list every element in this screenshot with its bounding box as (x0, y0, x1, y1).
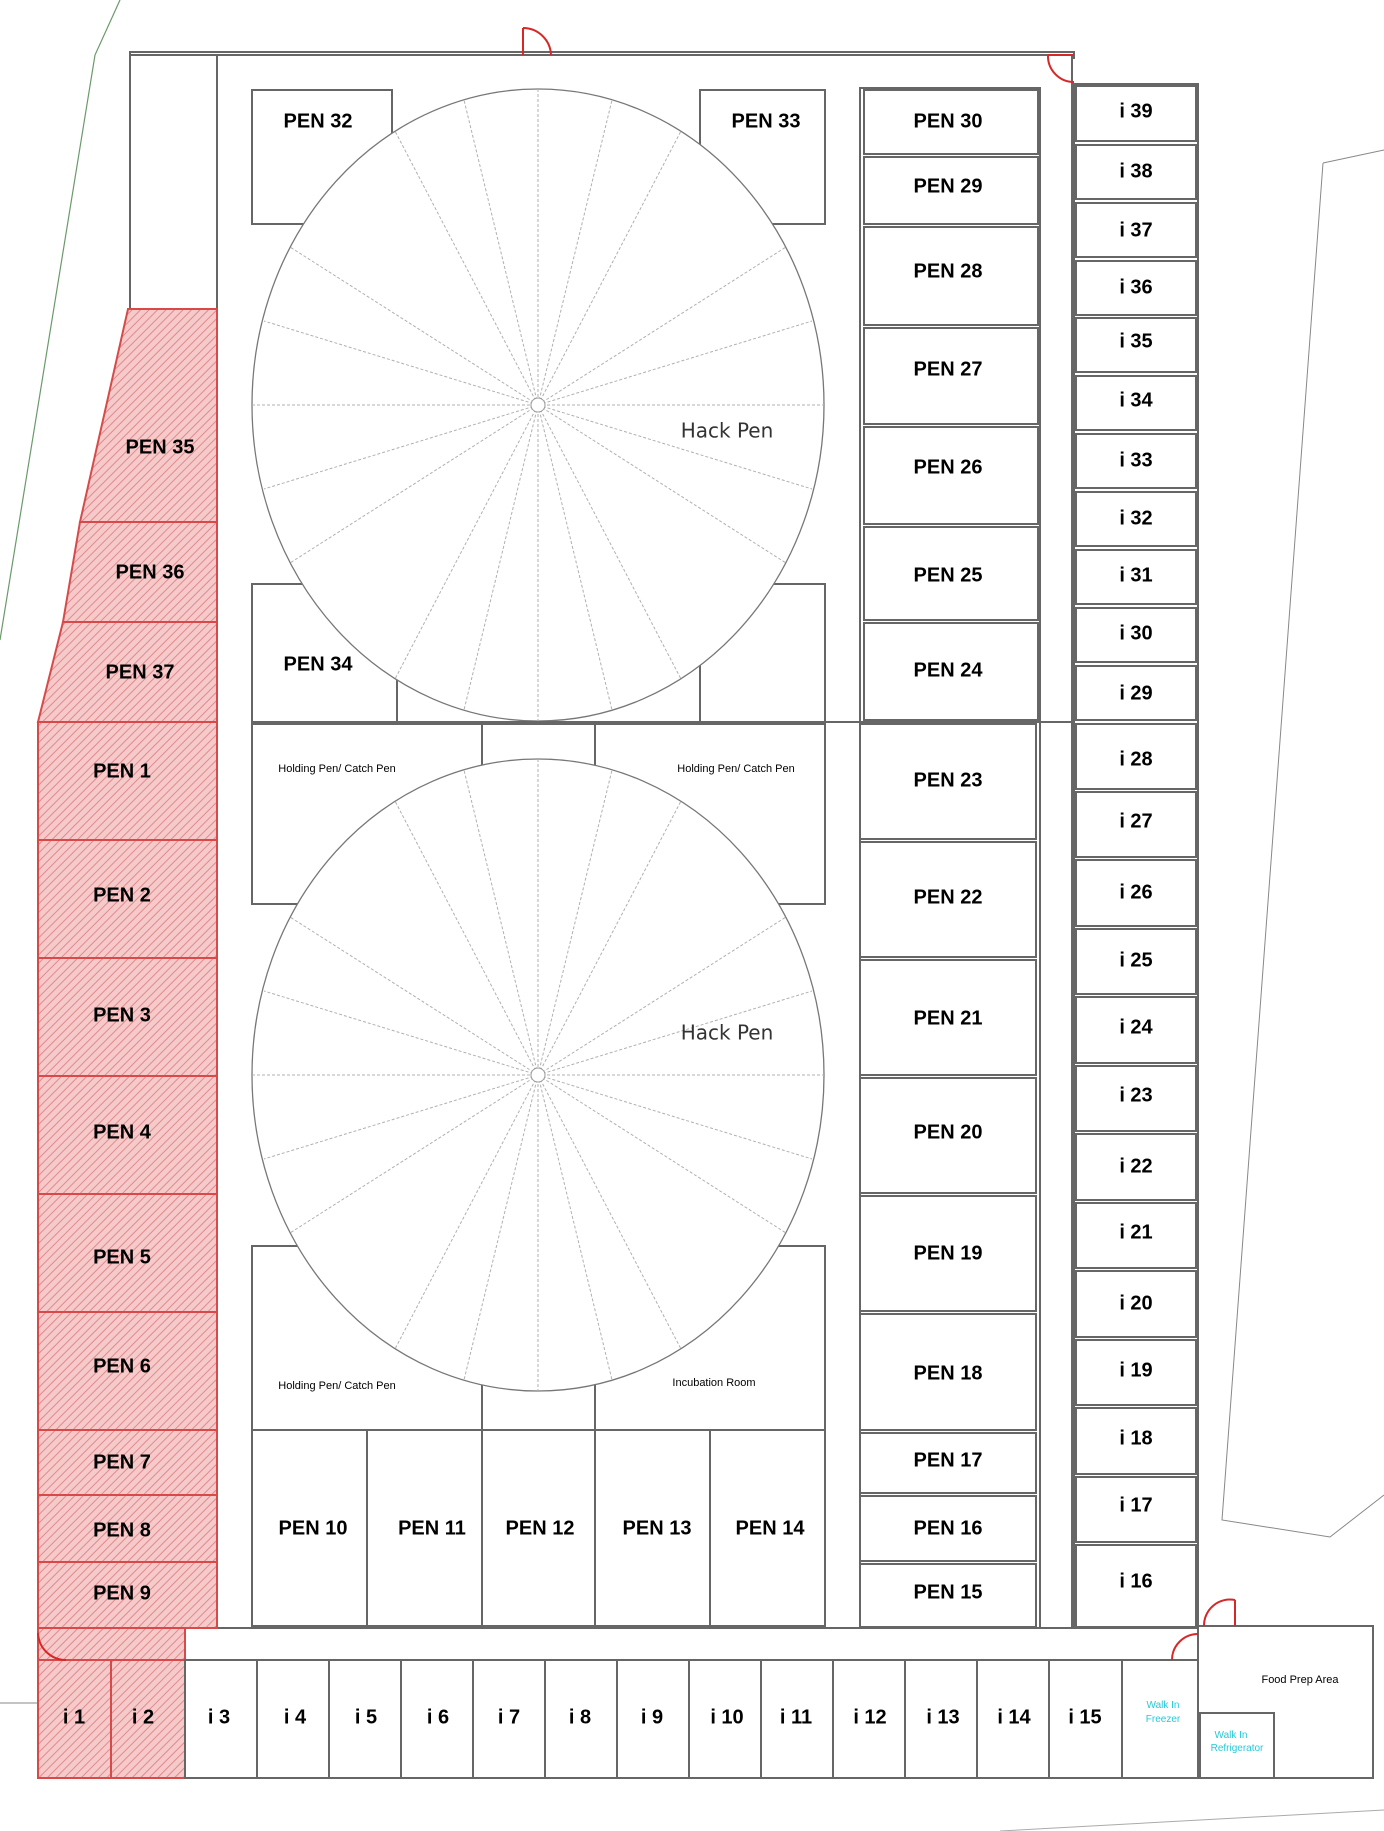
iso-14-label: i 14 (997, 1706, 1031, 1729)
pen-33-label: PEN 33 (731, 110, 801, 133)
iso-6-label: i 6 (426, 1706, 450, 1729)
site-boundary-bottom (1000, 1810, 1384, 1831)
pen-30-label: PEN 30 (913, 110, 983, 133)
pen-9-label: PEN 9 (93, 1582, 151, 1605)
iso-18-label: i 18 (1119, 1427, 1153, 1450)
red-entry-gap (38, 1628, 185, 1660)
pen-19-label: PEN 19 (913, 1242, 983, 1265)
hack-pen-bottom-label: Hack Pen (680, 1020, 774, 1045)
pen-1-label: PEN 1 (93, 760, 151, 783)
iso-35-label: i 35 (1119, 330, 1153, 353)
iso-26-label: i 26 (1119, 881, 1153, 904)
iso-20-label: i 20 (1119, 1292, 1153, 1315)
iso-13-label: i 13 (926, 1706, 960, 1729)
hack-pen-top[interactable] (252, 89, 824, 721)
pen-23-label: PEN 23 (913, 769, 983, 792)
pen-36-label: PEN 36 (115, 561, 185, 584)
pen-35-label: PEN 35 (125, 436, 195, 459)
walk-in-freezer-label-2: Freezer (1145, 1714, 1181, 1725)
pen-2-label: PEN 2 (93, 884, 151, 907)
corridor-top-left (130, 55, 217, 310)
pen-8-label: PEN 8 (93, 1519, 151, 1542)
door-top[interactable] (523, 28, 551, 55)
pen-27-label: PEN 27 (913, 358, 983, 381)
food-prep-area-label: Food Prep Area (1261, 1673, 1339, 1686)
iso-5-label: i 5 (354, 1706, 378, 1729)
iso-7-label: i 7 (497, 1706, 521, 1729)
iso-28-label: i 28 (1119, 748, 1153, 771)
iso-23-label: i 23 (1119, 1084, 1153, 1107)
isolation-column (1076, 86, 1196, 1627)
iso-8-label: i 8 (568, 1706, 592, 1729)
pen-28-label: PEN 28 (913, 260, 983, 283)
pen-24-label: PEN 24 (913, 659, 983, 682)
iso-29-label: i 29 (1119, 682, 1153, 705)
iso-12-label: i 12 (853, 1706, 887, 1729)
iso-15-label: i 15 (1068, 1706, 1102, 1729)
iso-17-label: i 17 (1119, 1494, 1153, 1517)
holding-pen-bottom-left-label: Holding Pen/ Catch Pen (278, 1379, 396, 1392)
iso-33-label: i 33 (1119, 449, 1153, 472)
holding-pen-top-right-label: Holding Pen/ Catch Pen (677, 762, 795, 775)
pen-10-label: PEN 10 (278, 1517, 348, 1540)
pen-18-label: PEN 18 (913, 1362, 983, 1385)
incubation-room-label: Incubation Room (672, 1376, 756, 1389)
pen-3-label: PEN 3 (93, 1004, 151, 1027)
pen-6-label: PEN 6 (93, 1355, 151, 1378)
walk-in-fridge-label-1: Walk In (1214, 1730, 1248, 1741)
hack-pen-top-label: Hack Pen (680, 418, 774, 443)
iso-11-label: i 11 (779, 1706, 813, 1729)
iso-39-label: i 39 (1119, 100, 1153, 123)
iso-9-label: i 9 (640, 1706, 664, 1729)
iso-1-label: i 1 (62, 1706, 86, 1729)
pen-35[interactable] (80, 309, 217, 522)
pen-22-label: PEN 22 (913, 886, 983, 909)
pen-21-label: PEN 21 (913, 1007, 983, 1030)
iso-31-label: i 31 (1119, 564, 1153, 587)
pen-32-label: PEN 32 (283, 110, 353, 133)
iso-4-label: i 4 (283, 1706, 307, 1729)
iso-27-label: i 27 (1119, 810, 1153, 833)
pen-16-label: PEN 16 (913, 1517, 983, 1540)
iso-2-label: i 2 (131, 1706, 155, 1729)
pen-5-label: PEN 5 (93, 1246, 151, 1269)
pen-14-label: PEN 14 (735, 1517, 805, 1540)
iso-22-label: i 22 (1119, 1155, 1153, 1178)
pen-4-label: PEN 4 (93, 1121, 151, 1144)
pen-37-label: PEN 37 (105, 661, 175, 684)
iso-36-label: i 36 (1119, 276, 1153, 299)
iso-3-label: i 3 (207, 1706, 231, 1729)
iso-32-label: i 32 (1119, 507, 1153, 530)
iso-30-label: i 30 (1119, 622, 1153, 645)
pen-34-label: PEN 34 (283, 653, 353, 676)
iso-25-label: i 25 (1119, 949, 1153, 972)
pen-15-label: PEN 15 (913, 1581, 983, 1604)
pen-13-label: PEN 13 (622, 1517, 692, 1540)
pen-17-label: PEN 17 (913, 1449, 983, 1472)
site-boundary-right (1222, 150, 1384, 1537)
pen-12-label: PEN 12 (505, 1517, 575, 1540)
iso-34-label: i 34 (1119, 389, 1153, 412)
iso-16-label: i 16 (1119, 1570, 1153, 1593)
walk-in-fridge-label-2: Refrigerator (1210, 1743, 1264, 1754)
walk-in-freezer-label-1: Walk In (1146, 1700, 1180, 1711)
iso-21-label: i 21 (1119, 1221, 1153, 1244)
pen-26-label: PEN 26 (913, 456, 983, 479)
iso-37-label: i 37 (1119, 219, 1153, 242)
pen-7-label: PEN 7 (93, 1451, 151, 1474)
hack-pen-bottom[interactable] (252, 759, 824, 1391)
pen-20-label: PEN 20 (913, 1121, 983, 1144)
pen-29-label: PEN 29 (913, 175, 983, 198)
pen-11-label: PEN 11 (398, 1517, 466, 1540)
holding-pen-top-left-label: Holding Pen/ Catch Pen (278, 762, 396, 775)
iso-10-label: i 10 (710, 1706, 744, 1729)
iso-19-label: i 19 (1119, 1359, 1153, 1382)
pen-25-label: PEN 25 (913, 564, 983, 587)
iso-38-label: i 38 (1119, 160, 1153, 183)
iso-24-label: i 24 (1119, 1016, 1153, 1039)
